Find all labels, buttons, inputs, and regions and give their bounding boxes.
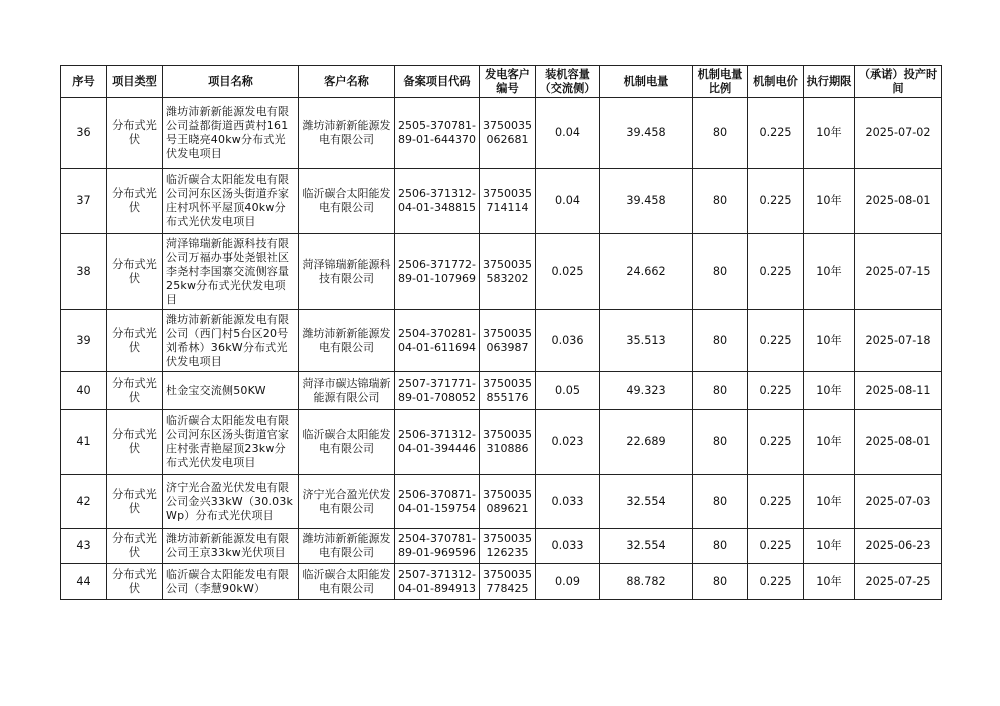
cell-capacity: 0.09: [536, 564, 600, 600]
cell-capacity: 0.033: [536, 529, 600, 564]
cell-customer: 临沂碳合太阳能发电有限公司: [299, 564, 395, 600]
cell-name: 菏泽锦瑞新能源科技有限公司万福办事处尧银社区李尧村李国寨交流侧容量25kw分布式光伏发电项目: [163, 234, 299, 310]
cell-customer: 临沂碳合太阳能发电有限公司: [299, 169, 395, 234]
cell-price: 0.225: [748, 564, 804, 600]
cell-term: 10年: [804, 310, 855, 372]
header-type: 项目类型: [107, 66, 163, 98]
cell-capacity: 0.036: [536, 310, 600, 372]
cell-customer: 菏泽锦瑞新能源科技有限公司: [299, 234, 395, 310]
cell-price: 0.225: [748, 98, 804, 169]
cell-price: 0.225: [748, 372, 804, 410]
cell-ratio: 80: [693, 564, 748, 600]
cell-code: 2507-371771-89-01-708052: [395, 372, 480, 410]
cell-code: 2506-371312-04-01-394446: [395, 410, 480, 475]
table-row: [61, 310, 942, 372]
cell-customer: 菏泽市碳达锦瑞新能源有限公司: [299, 372, 395, 410]
table-row: [61, 564, 942, 600]
header-customer: 客户名称: [299, 66, 395, 98]
cell-term: 10年: [804, 98, 855, 169]
header-ratio: 机制电量比例: [693, 66, 748, 98]
cell-seq: 40: [61, 372, 107, 410]
cell-ratio: 80: [693, 529, 748, 564]
cell-seq: 38: [61, 234, 107, 310]
table-row: [61, 529, 942, 564]
cell-term: 10年: [804, 372, 855, 410]
cell-term: 10年: [804, 475, 855, 529]
header-cust-no: 发电客户编号: [480, 66, 536, 98]
cell-cust-no: 3750035583202: [480, 234, 536, 310]
cell-ratio: 80: [693, 372, 748, 410]
cell-capacity: 0.033: [536, 475, 600, 529]
table-row: [61, 234, 942, 310]
cell-ratio: 80: [693, 234, 748, 310]
cell-ratio: 80: [693, 475, 748, 529]
cell-type: 分布式光伏: [107, 475, 163, 529]
cell-seq: 41: [61, 410, 107, 475]
cell-date: 2025-07-03: [855, 475, 942, 529]
cell-name: 潍坊沛新新能源发电有限公司（西门村5台区20号刘希林）36kW分布式光伏发电项目: [163, 310, 299, 372]
cell-date: 2025-07-15: [855, 234, 942, 310]
cell-seq: 42: [61, 475, 107, 529]
cell-price: 0.225: [748, 310, 804, 372]
cell-date: 2025-07-25: [855, 564, 942, 600]
cell-date: 2025-08-01: [855, 410, 942, 475]
cell-customer: 潍坊沛新新能源发电有限公司: [299, 98, 395, 169]
cell-cust-no: 3750035062681: [480, 98, 536, 169]
cell-customer: 潍坊沛新新能源发电有限公司: [299, 310, 395, 372]
cell-seq: 39: [61, 310, 107, 372]
cell-seq: 43: [61, 529, 107, 564]
cell-name: 临沂碳合太阳能发电有限公司（李慧90kW）: [163, 564, 299, 600]
cell-mech-power: 39.458: [600, 98, 693, 169]
cell-code: 2506-370871-04-01-159754: [395, 475, 480, 529]
cell-code: 2504-370781-89-01-969596: [395, 529, 480, 564]
cell-code: 2507-371312-04-01-894913: [395, 564, 480, 600]
cell-code: 2505-370781-89-01-644370: [395, 98, 480, 169]
cell-date: 2025-07-02: [855, 98, 942, 169]
project-table: [60, 65, 942, 600]
table-row: [61, 475, 942, 529]
cell-cust-no: 3750035714114: [480, 169, 536, 234]
cell-cust-no: 3750035855176: [480, 372, 536, 410]
cell-seq: 44: [61, 564, 107, 600]
cell-type: 分布式光伏: [107, 410, 163, 475]
cell-customer: 潍坊沛新新能源发电有限公司: [299, 529, 395, 564]
cell-type: 分布式光伏: [107, 98, 163, 169]
cell-type: 分布式光伏: [107, 310, 163, 372]
cell-ratio: 80: [693, 310, 748, 372]
header-term: 执行期限: [804, 66, 855, 98]
cell-seq: 36: [61, 98, 107, 169]
table-row: [61, 98, 942, 169]
cell-price: 0.225: [748, 234, 804, 310]
cell-name: 济宁光合盈光伏发电有限公司金兴33kW（30.03kWp）分布式光伏项目: [163, 475, 299, 529]
cell-capacity: 0.023: [536, 410, 600, 475]
cell-term: 10年: [804, 169, 855, 234]
header-price: 机制电价: [748, 66, 804, 98]
cell-mech-power: 39.458: [600, 169, 693, 234]
cell-ratio: 80: [693, 169, 748, 234]
cell-cust-no: 3750035089621: [480, 475, 536, 529]
cell-type: 分布式光伏: [107, 169, 163, 234]
cell-name: 临沂碳合太阳能发电有限公司河东区汤头街道官家庄村张青艳屋顶23kw分布式光伏发电项目: [163, 410, 299, 475]
cell-name: 潍坊沛新新能源发电有限公司王京33kw光伏项目: [163, 529, 299, 564]
cell-term: 10年: [804, 564, 855, 600]
cell-date: 2025-08-11: [855, 372, 942, 410]
cell-capacity: 0.025: [536, 234, 600, 310]
cell-price: 0.225: [748, 169, 804, 234]
cell-name: 临沂碳合太阳能发电有限公司河东区汤头街道乔家庄村巩怀平屋顶40kw分布式光伏发电项目: [163, 169, 299, 234]
cell-mech-power: 22.689: [600, 410, 693, 475]
header-code: 备案项目代码: [395, 66, 480, 98]
cell-capacity: 0.04: [536, 98, 600, 169]
cell-cust-no: 3750035310886: [480, 410, 536, 475]
cell-date: 2025-06-23: [855, 529, 942, 564]
cell-name: 潍坊沛新新能源发电有限公司益都街道西黄村161号王晓亮40kw分布式光伏发电项目: [163, 98, 299, 169]
cell-type: 分布式光伏: [107, 234, 163, 310]
cell-mech-power: 49.323: [600, 372, 693, 410]
table-row: [61, 169, 942, 234]
cell-code: 2506-371312-04-01-348815: [395, 169, 480, 234]
header-row: [61, 66, 942, 98]
cell-ratio: 80: [693, 410, 748, 475]
cell-code: 2504-370281-04-01-611694: [395, 310, 480, 372]
header-date: （承诺）投产时间: [855, 66, 942, 98]
cell-mech-power: 88.782: [600, 564, 693, 600]
cell-date: 2025-07-18: [855, 310, 942, 372]
cell-price: 0.225: [748, 475, 804, 529]
cell-ratio: 80: [693, 98, 748, 169]
cell-mech-power: 35.513: [600, 310, 693, 372]
cell-type: 分布式光伏: [107, 564, 163, 600]
cell-term: 10年: [804, 234, 855, 310]
cell-date: 2025-08-01: [855, 169, 942, 234]
header-name: 项目名称: [163, 66, 299, 98]
cell-type: 分布式光伏: [107, 372, 163, 410]
cell-cust-no: 3750035126235: [480, 529, 536, 564]
cell-mech-power: 24.662: [600, 234, 693, 310]
cell-price: 0.225: [748, 410, 804, 475]
cell-seq: 37: [61, 169, 107, 234]
table-row: [61, 410, 942, 475]
header-mech-power: 机制电量: [600, 66, 693, 98]
cell-mech-power: 32.554: [600, 475, 693, 529]
cell-cust-no: 3750035778425: [480, 564, 536, 600]
cell-customer: 济宁光合盈光伏发电有限公司: [299, 475, 395, 529]
cell-code: 2506-371772-89-01-107969: [395, 234, 480, 310]
cell-type: 分布式光伏: [107, 529, 163, 564]
header-capacity: 装机容量（交流侧）: [536, 66, 600, 98]
cell-capacity: 0.04: [536, 169, 600, 234]
table-row: [61, 372, 942, 410]
cell-term: 10年: [804, 529, 855, 564]
cell-customer: 临沂碳合太阳能发电有限公司: [299, 410, 395, 475]
cell-capacity: 0.05: [536, 372, 600, 410]
cell-name: 杜金宝交流侧50KW: [163, 372, 299, 410]
cell-term: 10年: [804, 410, 855, 475]
cell-mech-power: 32.554: [600, 529, 693, 564]
header-seq: 序号: [61, 66, 107, 98]
cell-price: 0.225: [748, 529, 804, 564]
cell-cust-no: 3750035063987: [480, 310, 536, 372]
